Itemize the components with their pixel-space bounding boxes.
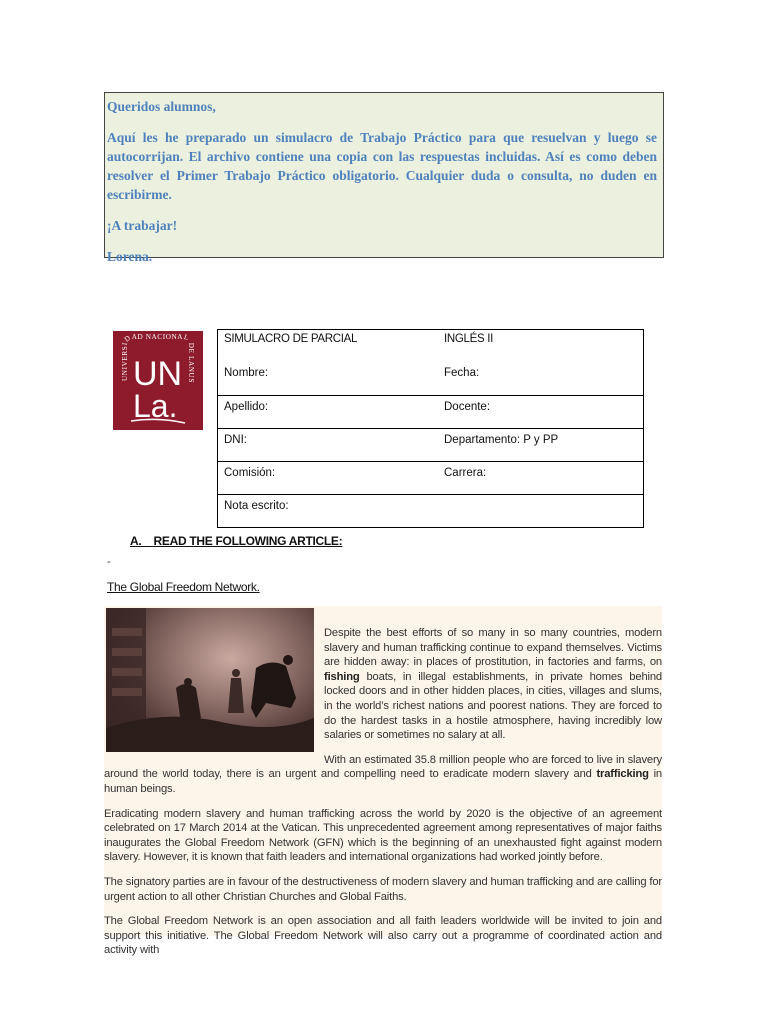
p1-text-b: boats, in illegal establishments, in private homes behind locked doors and in other hidden places, in cities, villages and slums, in the world’s richest nations and poorest nations. They are forced to do the hardest tasks in a hostile atmosphere, having incredibly low salaries or sometimes no salary at all. xyxy=(324,670,662,742)
field-carrera[interactable]: Carrera: xyxy=(438,462,644,495)
logo-line1: UN xyxy=(133,355,183,393)
greeting-box xyxy=(104,92,664,264)
greeting-signature: Lorena. xyxy=(107,249,153,264)
field-comision[interactable]: Comisión: xyxy=(218,462,439,495)
p1-text-a: Despite the best efforts of so many in so many countries, modern slavery and human trafficking continue to expand themselves. Victims are hidden away: in places of prostitution, in factories and farms, on xyxy=(324,627,662,669)
article-paragraph-5: The Global Freedom Network is an open association and all faith leaders worldwide will be invited to join and support this initiative. The Global Freedom Network will also carry out a programme of coordinated action and activity with xyxy=(104,915,662,957)
logo-arc-text: UNIVERSIDAD NACIONAL DE LANUS xyxy=(120,332,195,383)
exam-title-right: INGLÉS II xyxy=(438,330,644,364)
logo-line2: La. xyxy=(133,388,178,424)
article-paragraph-2 xyxy=(104,753,662,797)
section-a-heading: A. READ THE FOLLOWING ARTICLE: xyxy=(130,534,343,548)
article-title-wrap xyxy=(107,580,260,594)
p2-text-a: With an estimated 35.8 million people who are forced to live in slavery around the world today, there is an urgent and compelling need to eradicate modern slavery and xyxy=(104,753,662,781)
article-paragraph-4: The signatory parties are in favour of the destructiveness of modern slavery and human trafficking and are calling for urgent action to all other Christian Churches and Global Faiths. xyxy=(104,875,662,903)
p1-bold-word: fishing xyxy=(324,670,360,683)
p2-text-b: in human beings. xyxy=(104,768,662,795)
field-apellido[interactable]: Apellido: xyxy=(218,396,439,429)
field-fecha[interactable]: Fecha: xyxy=(438,363,644,396)
greeting-body: Aquí les he preparado un simulacro de Trabajo Práctico para que resuelvan y luego se autocorrijan. El archivo contiene una copia con las respuestas incluidas. Así es como deben resolver el Primer Trabajo Práctico obligatorio. Cualquier duda o consulta, no duden en escribirme. xyxy=(107,130,657,202)
field-nota-escrito[interactable]: Nota escrito: xyxy=(218,495,644,528)
unla-logo xyxy=(113,331,203,430)
exam-header-table xyxy=(217,329,644,528)
article-title-suffix: . xyxy=(256,580,260,594)
greeting-exclaim: ¡A trabajar! xyxy=(107,218,178,233)
field-nombre[interactable]: Nombre: xyxy=(218,363,439,396)
field-departamento[interactable]: Departamento: P y PP xyxy=(438,429,644,462)
dash-marker: - xyxy=(107,556,111,568)
exam-title-left: SIMULACRO DE PARCIAL xyxy=(218,330,439,364)
article-title: The Global Freedom Network xyxy=(107,580,257,594)
greeting-salutation: Queridos alumnos, xyxy=(107,99,216,114)
article-photo xyxy=(106,608,314,752)
field-docente[interactable]: Docente: xyxy=(438,396,644,429)
article-paragraph-3: Eradicating modern slavery and human trafficking across the world by 2020 is the objective of an agreement celebrated on 17 March 2014 at the Vatican. This unprecedented agreement among representatives of major faiths inaugurates the Global Freedom Network (GFN) which is the beginning of an unexhausted fight against modern slavery. However, it is known that faith leaders and international organizations had worked jointly before. xyxy=(104,807,662,864)
field-dni[interactable]: DNI: xyxy=(218,429,439,462)
p2-bold-word: trafficking xyxy=(596,768,649,781)
article-body xyxy=(104,606,662,957)
